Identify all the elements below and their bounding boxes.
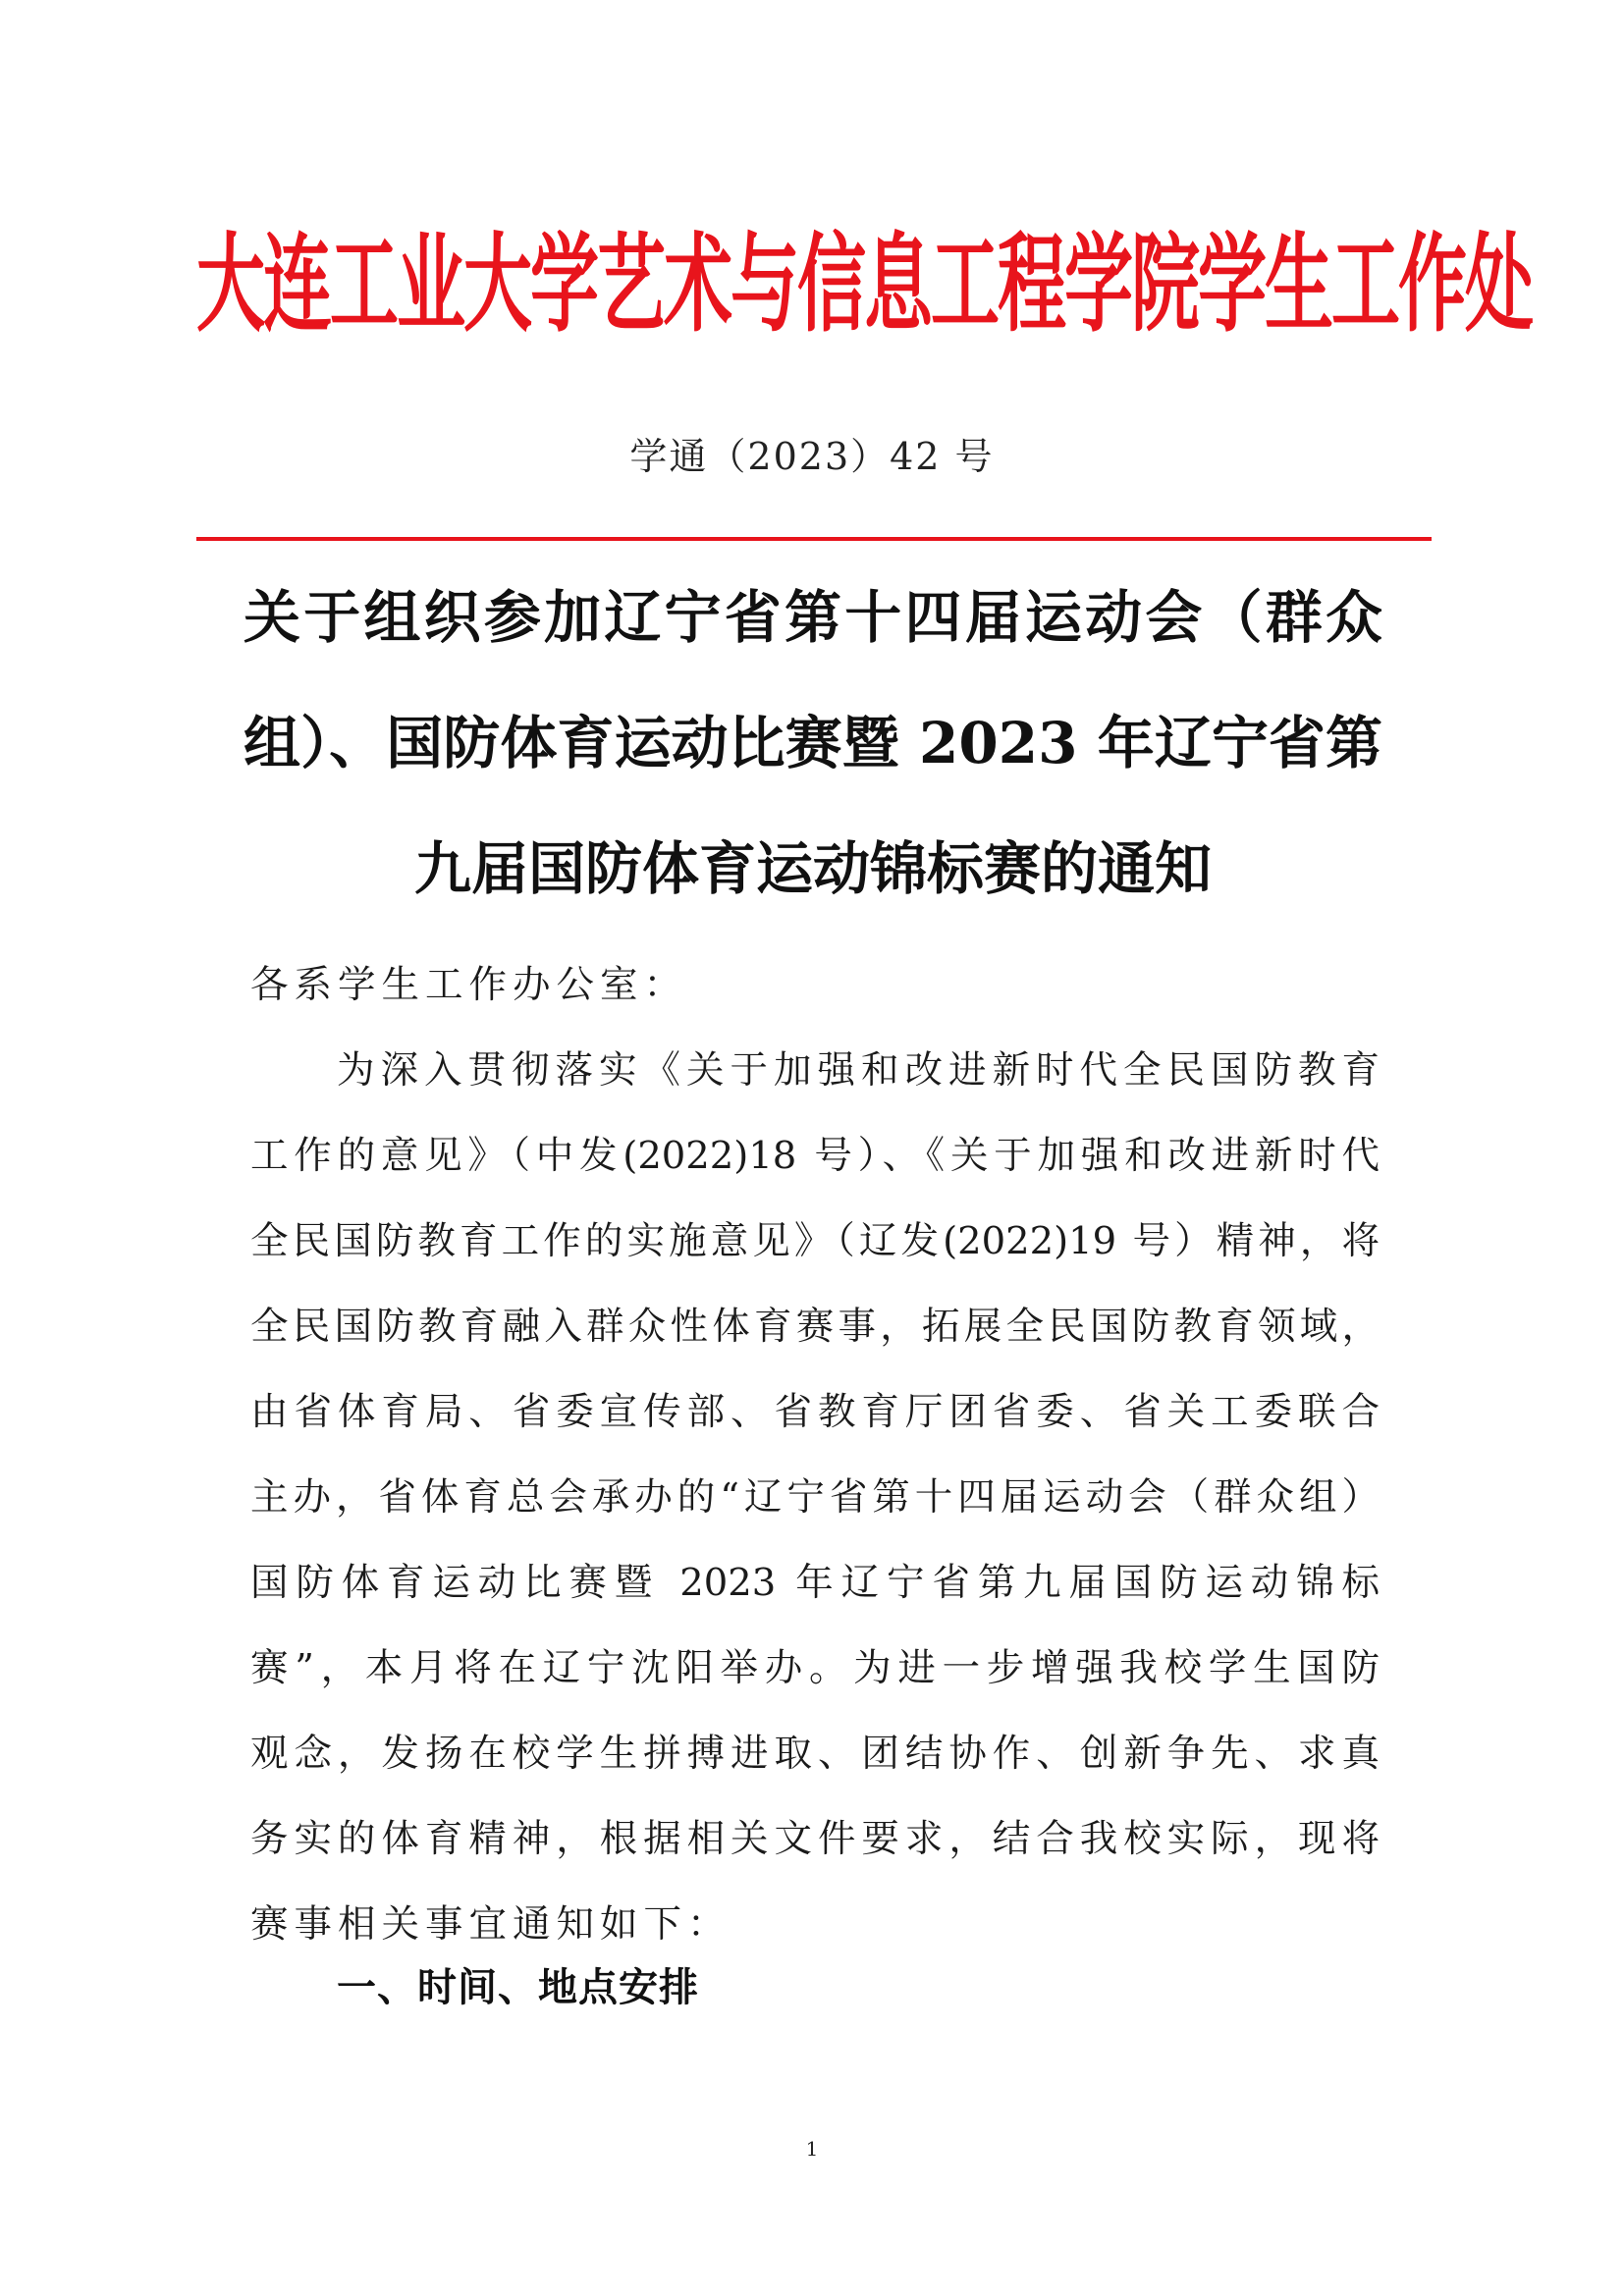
paragraph-line: 国防体育运动比赛暨 2023 年辽宁省第九届国防运动锦标 — [250, 1561, 1380, 1605]
body-text — [250, 942, 1380, 1967]
paragraph-line: 为深入贯彻落实《关于加强和改进新时代全民国防教育 — [337, 1048, 1380, 1093]
paragraph-line: 全民国防教育融入群众性体育赛事，拓展全民国防教育领域， — [250, 1305, 1380, 1349]
paragraph-line: 赛事相关事宜通知如下： — [250, 1902, 731, 1947]
paragraph-line: 工作的意见》（中发(2022)18 号）、《关于加强和改进新时代 — [250, 1134, 1380, 1178]
section-heading: 一、时间、地点安排 — [337, 1965, 699, 2010]
paragraph-line: 主办，省体育总会承办的“辽宁省第十四届运动会（群众组） — [250, 1475, 1380, 1520]
page-number: 1 — [805, 2137, 819, 2161]
paragraph-line: 全民国防教育工作的实施意见》（辽发(2022)19 号）精神，将 — [250, 1219, 1380, 1263]
title-line-2: 组）、国防体育运动比赛暨 2023 年辽宁省第 — [244, 710, 1382, 776]
document-title — [244, 555, 1382, 932]
document-number: 学通（2023）42 号 — [629, 435, 995, 478]
red-divider-line — [196, 537, 1432, 541]
paragraph-line: 观念，发扬在校学生拼搏进取、团结协作、创新争先、求真 — [250, 1732, 1380, 1776]
intro-paragraph — [250, 1028, 1380, 1967]
title-line-1: 关于组织参加辽宁省第十四届运动会（群众 — [244, 584, 1382, 651]
title-line-3: 九届国防体育运动锦标赛的通知 — [413, 835, 1212, 902]
organization-header: 大连工业大学艺术与信息工程学院学生工作处 — [196, 222, 1532, 347]
paragraph-line: 由省体育局、省委宣传部、省教育厅团省委、省关工委联合 — [250, 1390, 1380, 1434]
paragraph-line: 务实的体育精神，根据相关文件要求，结合我校实际，现将 — [250, 1817, 1380, 1861]
salutation: 各系学生工作办公室： — [250, 963, 688, 1007]
paragraph-line: 赛”，本月将在辽宁沈阳举办。为进一步增强我校学生国防 — [250, 1646, 1380, 1690]
